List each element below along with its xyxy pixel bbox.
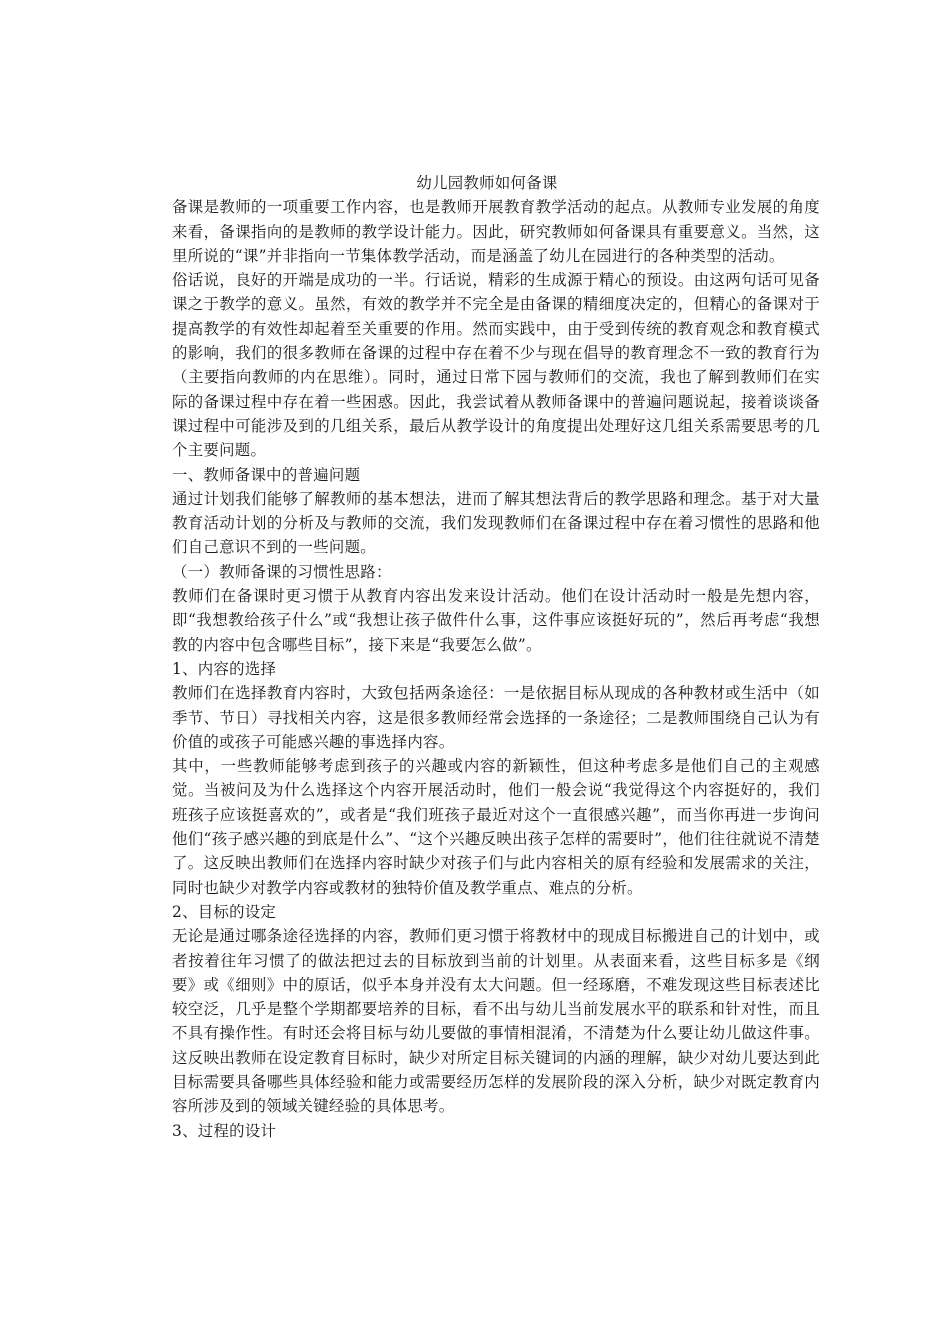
section-heading-common-problems: 一、教师备课中的普遍问题 [172, 465, 361, 484]
paragraph-interest: 其中，一些教师能够考虑到孩子的兴趣或内容的新颖性，但这种考虑多是他们自己的主观感觉。当被问及为什么选择这个内容开展活动时，他们一般会说“我觉得这个内容挺好的，我们班孩子应该挺喜欢的”，或者是“我们班孩子最近对这个一直很感兴趣”，而当你再进一步询问他们“孩子感兴趣的到底是什么”、“这个兴趣反映出孩子怎样的需要时”，他们往往就说不清楚了。这反映出教师们在选择内容时缺少对孩子们与此内容相关的原有经验和发展需求的关注，同时也缺少对教学内容或教材的独特价值及教学重点、难点的分析。 [172, 757, 820, 897]
paragraph-two-paths: 教师们在选择教育内容时，大致包括两条途径：一是依据目标从现成的各种教材或生活中（如季节、节日）寻找相关内容，这是很多教师经常会选择的一条途径；二是教师围绕自己认为有价值的或孩子可能感兴趣的事选择内容。 [172, 684, 820, 751]
paragraph-plan-analysis: 通过计划我们能够了解教师的基本想法，进而了解其想法背后的教学思路和理念。基于对大量教育活动计划的分析及与教师的交流，我们发现教师们在备课过程中存在着习惯性的思路和他们自己意识不到的一些问题。 [172, 489, 820, 557]
document-body [172, 171, 820, 1143]
subsection-heading-habitual-thinking: （一）教师备课的习惯性思路： [172, 562, 392, 581]
item-heading-process-design: 3、过程的设计 [172, 1121, 277, 1140]
item-heading-content-selection: 1、内容的选择 [172, 659, 277, 678]
item-heading-goal-setting: 2、目标的设定 [172, 902, 277, 921]
paragraph-goals: 无论是通过哪条途径选择的内容，教师们更习惯于将教材中的现成目标搬进自己的计划中，或者按着往年习惯了的做法把过去的目标放到当前的计划里。从表面来看，这些目标多是《纲要》或《细则》中的原话，似乎本身并没有太大问题。但一经琢磨，不难发现这些目标表述比较空泛，几乎是整个学期都要培养的目标，看不出与幼儿当前发展水平的联系和针对性，而且不具有操作性。有时还会将目标与幼儿要做的事情相混淆，不清楚为什么要让幼儿做这件事。这反映出教师在设定教育目标时，缺少对所定目标关键词的内涵的理解，缺少对幼儿要达到此目标需要具备哪些具体经验和能力或需要经历怎样的发展阶段的深入分析，缺少对既定教育内容所涉及到的领域关键经验的具体思考。 [172, 927, 820, 1116]
document-title: 幼儿园教师如何备课 [416, 174, 558, 192]
paragraph-intro: 备课是教师的一项重要工作内容，也是教师开展教育教学活动的起点。从教师专业发展的角度来看，备课指向的是教师的教学设计能力。因此，研究教师如何备课具有重要意义。当然，这里所说的“课”并非指向一节集体教学活动，而是涵盖了幼儿在园进行的各种类型的活动。 [172, 198, 820, 265]
paragraph-content-first: 教师们在备课时更习惯于从教育内容出发来设计活动。他们在设计活动时一般是先想内容，即“我想教给孩子什么”或“我想让孩子做件什么事，这件事应该挺好玩的”，然后再考虑“我想教的内容中包含哪些目标”，接下来是“我要怎么做”。 [172, 587, 820, 654]
paragraph-proverb: 俗话说，良好的开端是成功的一半。行话说，精彩的生成源于精心的预设。由这两句话可见备课之于教学的意义。虽然，有效的教学并不完全是由备课的精细度决定的，但精心的备课对于提高教学的有效性却起着至关重要的作用。然而实践中，由于受到传统的教育观念和教育模式的影响，我们的很多教师在备课的过程中存在着不少与现在倡导的教育理念不一致的教育行为（主要指向教师的内在思维）。同时，通过日常下园与教师们的交流，我也了解到教师们在实际的备课过程中存在着一些困惑。因此，我尝试着从教师备课中的普遍问题说起，接着谈谈备课过程中可能涉及到的几组关系，最后从教学设计的角度提出处理好这几组关系需要思考的几个主要问题。 [172, 271, 820, 460]
